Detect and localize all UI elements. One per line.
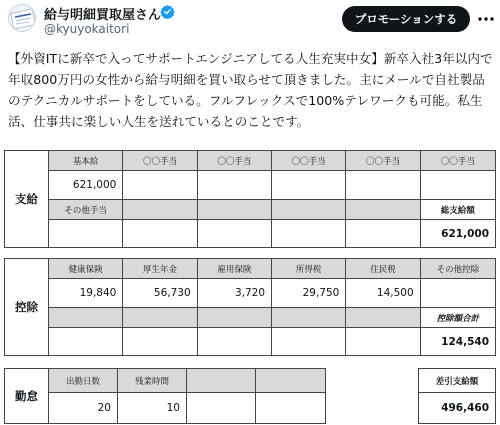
total-deduction-value: 124,540 — [441, 335, 489, 348]
deduction-header-cell: 健康保険 — [49, 259, 123, 279]
deduction-header-cell — [346, 308, 420, 328]
verified-badge-icon — [160, 4, 175, 19]
gross-pay-header: 総支給額 — [421, 200, 495, 220]
pay-value-cell — [272, 220, 346, 247]
pay-value-cell — [198, 171, 272, 200]
net-pay-box — [418, 368, 496, 424]
deduction-header-cell — [123, 308, 197, 328]
more-options-icon[interactable] — [476, 9, 496, 29]
attendance-section — [4, 368, 326, 424]
net-pay-value: 496,460 — [441, 402, 489, 414]
deduction-header-cell — [272, 308, 346, 328]
post-text: 【外資ITに新卒で入ってサポートエンジニアしてる人生充実中女】新卒入社3年以内で年収800万円の女性から給与明細を買い取らせて頂きました。主にメールで自社製品のテクニカルサポートをしている。フルフレックスで100%テレワークも可能。私生活、仕事共に楽しい人生を送れているとのことです。 — [8, 51, 493, 129]
pay-section — [4, 150, 496, 248]
deduction-header-cell: 雇用保険 — [198, 259, 272, 279]
attendance-value-cell — [187, 393, 256, 423]
avatar[interactable] — [8, 4, 36, 32]
attendance-header-cell: 残業時間 — [118, 369, 187, 393]
deduction-header-cell — [49, 308, 123, 328]
pay-value-cell — [198, 220, 272, 247]
pay-header-cell: 〇〇手当 — [346, 151, 420, 171]
pay-header-cell: 基本給 — [49, 151, 123, 171]
work-days-value: 20 — [49, 393, 118, 423]
deduction-value-cell — [346, 328, 420, 355]
health-insurance-value: 19,840 — [49, 279, 123, 308]
other-deduction-value — [421, 279, 495, 308]
pension-value: 56,730 — [123, 279, 197, 308]
basic-salary-value: 621,000 — [49, 171, 123, 200]
pay-header-cell: 〇〇手当 — [421, 151, 495, 171]
deduction-grid — [49, 259, 495, 355]
attendance-header-cell: 出勤日数 — [49, 369, 118, 393]
net-pay-header: 差引支給額 — [419, 369, 495, 393]
attendance-header-cell — [187, 369, 256, 393]
deduction-header-cell: 厚生年金 — [123, 259, 197, 279]
pay-header-cell — [272, 200, 346, 220]
pay-header-cell — [198, 200, 272, 220]
gross-pay-value: 621,000 — [441, 227, 489, 240]
employment-insurance-value: 3,720 — [198, 279, 272, 308]
income-tax-value: 29,750 — [272, 279, 346, 308]
deduction-header-cell — [198, 308, 272, 328]
deduction-header-cell: 所得税 — [272, 259, 346, 279]
attendance-value-cell — [256, 393, 325, 423]
pay-value-cell — [346, 171, 420, 200]
pay-header-cell — [123, 200, 197, 220]
pay-header-cell: 〇〇手当 — [272, 151, 346, 171]
promote-button[interactable]: プロモーションする — [342, 6, 470, 32]
user-handle[interactable]: @kyuyokaitori — [44, 22, 130, 36]
attendance-section-label: 勤怠 — [5, 369, 49, 423]
attendance-header-cell — [256, 369, 325, 393]
pay-value-cell — [49, 220, 123, 247]
overtime-hours-value: 10 — [118, 393, 187, 423]
post-header — [0, 0, 500, 42]
deduction-section — [4, 258, 496, 356]
pay-value-cell — [346, 220, 420, 247]
pay-value-cell — [123, 171, 197, 200]
other-allowance-header: その他手当 — [49, 200, 123, 220]
deduction-value-cell — [198, 328, 272, 355]
avatar-image — [9, 5, 36, 32]
pay-grid — [49, 151, 495, 247]
deduction-header-cell: 住民税 — [346, 259, 420, 279]
deduction-value-cell — [272, 328, 346, 355]
deduction-value-cell — [49, 328, 123, 355]
attendance-grid — [49, 369, 325, 423]
pay-value-cell — [123, 220, 197, 247]
pay-header-cell: 〇〇手当 — [123, 151, 197, 171]
resident-tax-value: 14,500 — [346, 279, 420, 308]
display-name[interactable]: 給与明細買取屋さん — [44, 8, 162, 23]
payslip-image[interactable] — [4, 146, 496, 425]
pay-value-cell — [421, 171, 495, 200]
deduction-section-label: 控除 — [5, 259, 49, 355]
pay-section-label: 支給 — [5, 151, 49, 247]
pay-value-cell — [272, 171, 346, 200]
deduction-value-cell — [123, 328, 197, 355]
total-deduction-header: 控除額合計 — [421, 308, 495, 328]
pay-header-cell: 〇〇手当 — [198, 151, 272, 171]
deduction-header-cell: その他控除 — [421, 259, 495, 279]
pay-header-cell — [346, 200, 420, 220]
